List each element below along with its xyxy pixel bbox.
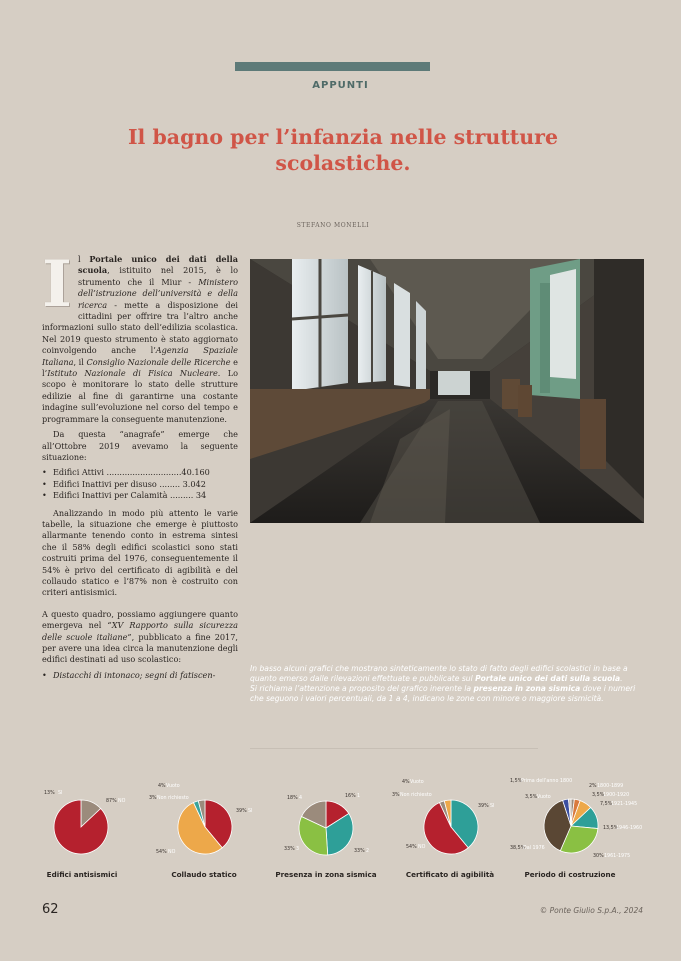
pie-label: 38,5% [510, 846, 526, 851]
text-asi: Agenzia Spaziale Italiana [42, 345, 238, 367]
pie-label: 13% [44, 791, 55, 796]
article-author: STEFANO MONELLI [296, 222, 370, 229]
text: Portale unico dei dati sulla scuola [475, 674, 621, 683]
header-accent-bar [235, 62, 430, 71]
text-infn: Istituto Nazionale di Fisica Nucleare [47, 368, 218, 379]
pie-label: NO [118, 799, 126, 804]
article-body [42, 247, 238, 687]
text: In basso alcuni grafici che mostrano sinteticamente lo stato di fatto degli edifici scolastici in base a quanto emerso dalle rilevazioni effettuate e pubblicate sul [250, 664, 628, 683]
divider [250, 748, 538, 749]
text-report-title: “XV Rapporto sulla sicurezza delle scuole italiane” [42, 620, 238, 642]
chart-presenza-zona-sismica [275, 793, 376, 879]
pie-label: 1921-1945 [611, 802, 638, 807]
chart-title: Periodo di costruzione [524, 870, 616, 879]
pie-label: 3% [392, 793, 400, 798]
pie-label: NO [418, 845, 426, 850]
pie-label: 33% [284, 847, 295, 852]
pie-label: Non richiesto [157, 796, 189, 801]
pie-label: 39% [236, 809, 247, 814]
pie-label: 1 [357, 794, 361, 799]
text-ministry: Ministero dell’istruzione dell’università e della ricerca [77, 276, 238, 310]
text: presenza in zona sismica [473, 684, 581, 693]
pie-label: SI [248, 809, 253, 814]
chart-certificato-agibilita [392, 779, 494, 879]
chart-caption [250, 664, 642, 704]
pie-label: NO [168, 850, 176, 855]
chart-title: Presenza in zona sismica [275, 870, 377, 879]
pie-label: 7,5% [600, 802, 613, 807]
text: . Lo scopo è monitorare lo stato delle strutture edilizie al fine di garantirne una costante indagine sull’evoluzione nel corso del tempo e programmare la conseguente manutenzione. [42, 368, 238, 424]
pie-label: 1961-1975 [604, 854, 631, 859]
pie-label: 33% [354, 849, 365, 854]
text: , istituito nel 2015, è lo strumento che il Miur - [77, 265, 238, 287]
text: , il [73, 356, 87, 367]
caption-line [250, 684, 642, 704]
pie-label: 2% [589, 784, 597, 789]
pie-label: Prima dell’anno 1800 [521, 779, 573, 784]
stats-list [42, 467, 238, 501]
copyright: © Ponte Giulio S.p.A., 2024 [539, 906, 643, 915]
school-corridor-photo [250, 259, 644, 523]
caption-line [250, 664, 642, 684]
pie-label: 1946-1960 [616, 826, 643, 831]
paragraph-analysis: Analizzando in modo più attento le varie tabelle, la situazione che emerge è piuttosto allarmante tenendo conto in estrema sintesi che il 58% degli edifici scolastici sono stati costruiti prima del 1976, conseguentemente il 54% è privo del certificato di agibilità e del collaudo statico e l’87% non è costruito con criteri antisismici. [42, 507, 238, 598]
text: - mette a disposizione dei cittadini per offrire tra l’altro anche informazioni sullo stato dell’edilizia scolastica. Nel 2019 questo strumento è stato aggiornato coinvolgendo anche l’ [42, 299, 238, 356]
pie-label: 87% [106, 799, 117, 804]
pie-label: 18% [287, 796, 298, 801]
pie-charts-row [0, 770, 681, 890]
text: e l’ [42, 356, 238, 379]
pie-label: 4% [402, 780, 410, 785]
pie-label: 1800-1899 [597, 784, 624, 789]
pie-label: SI [58, 791, 63, 796]
pie-label: Vuoto [166, 784, 180, 789]
list-item: • Edifici Inattivi per disuso ........ 3.042 [42, 479, 238, 490]
pie-label: Vuoto [537, 795, 551, 800]
text: . [620, 674, 623, 683]
text: A questo quadro, possiamo aggiungere quanto emergeva nel [42, 608, 238, 631]
pie-label: 30% [593, 854, 604, 859]
list-item: • Edifici Inattivi per Calamità ......... 34 [42, 490, 238, 501]
pie-label: 4 [299, 796, 303, 801]
pie-label: Non richiesto [400, 793, 432, 798]
chart-collaudo-statico [149, 783, 252, 879]
pie-label: 3,5% [592, 793, 605, 798]
pie-label: 54% [406, 845, 417, 850]
pie-label: 39% [478, 804, 489, 809]
text: l [77, 254, 90, 264]
chart-title: Edifici antisismici [46, 870, 118, 879]
pie-label: 3 [296, 847, 300, 852]
list-item: • Edifici Attivi .............................40.160 [42, 467, 238, 478]
text-cnr: Consiglio Nazionale delle Ricerche [86, 356, 231, 367]
paragraph-anagrafe: Da questa “anagrafe” emerge che all’Ottobre 2019 avevamo la seguente situazione: [42, 429, 238, 462]
pie-label: Vuoto [410, 780, 424, 785]
paragraph-intro [42, 247, 238, 425]
article-title: Il bagno per l’infanzia nelle strutture scolastiche. [127, 125, 559, 175]
drop-cap: I [42, 247, 72, 322]
pie-label: 4% [158, 784, 166, 789]
pie-label: 1,5% [510, 779, 523, 784]
pie-label: 16% [345, 794, 356, 799]
list-item [42, 670, 238, 681]
pie-label: SI [490, 804, 495, 809]
paragraph-report [42, 609, 238, 666]
text-portal-name: Portale unico dei dati della scuola [77, 254, 238, 276]
text: Si richiama l’attenzione a proposito del grafico inerente la [250, 684, 474, 693]
text: Distacchi di intonaco; segni di fatiscen- [53, 669, 216, 680]
chart-periodo-costruzione [510, 778, 642, 879]
pie-label: 3% [149, 796, 157, 801]
pie-label: 3,5% [525, 795, 538, 800]
chart-edifici-antisismici [44, 790, 126, 879]
pie-label: 1900-1920 [603, 793, 630, 798]
pie-label: 13,5% [603, 826, 619, 831]
text: dove i numeri che seguono i valori percentuali, da 1 a 4, indicano le zone con minore o maggiore sismicità. [250, 684, 636, 703]
pie-label: Dal 1976 [523, 846, 545, 851]
issues-list [42, 670, 238, 681]
section-label: APPUNTI [312, 80, 369, 91]
chart-title: Certificato di agibilità [405, 870, 495, 879]
text: , pubblicato a fine 2017, per avere una idea circa la manutenzione degli edifici destinati ad uso scolastico: [42, 631, 238, 665]
pie-label: 2 [366, 849, 370, 854]
chart-title: Collaudo statico [171, 870, 237, 879]
page-number: 62 [42, 902, 59, 917]
pie-label: 54% [156, 850, 167, 855]
